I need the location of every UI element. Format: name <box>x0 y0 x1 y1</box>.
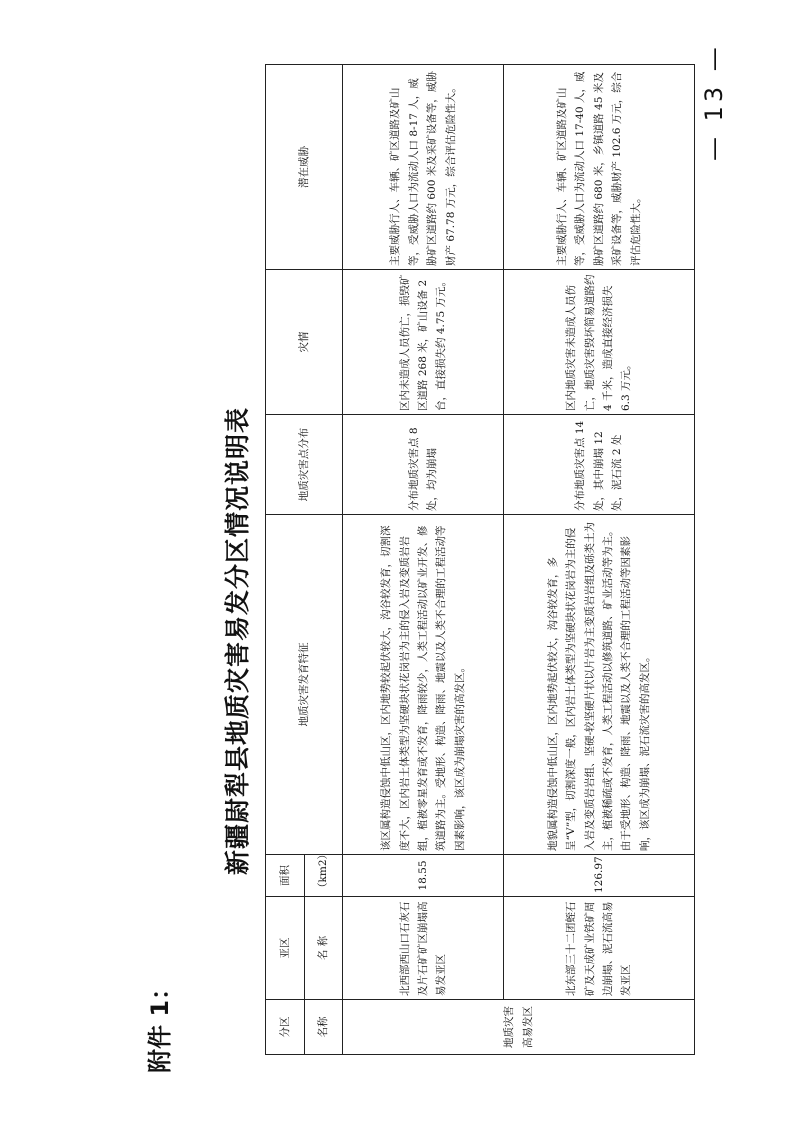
area-cell: 126.97 <box>504 855 695 897</box>
table-row <box>343 65 504 1055</box>
header-zone: 分区 <box>266 1000 305 1055</box>
header-distribution: 地质灾害点分布 <box>266 415 343 515</box>
disaster-cell: 区内未造成人员伤亡，损毁矿区道路 268 米，矿山设备 2 台，直接损失约 4.75 万元。 <box>343 270 504 415</box>
subzone-name-cell: 北东部三十二团蛭石矿及天成矿业铁矿周边崩塌、泥石流高易发亚区 <box>504 897 695 1000</box>
features-cell: 该区属构造侵蚀中低山区，区内地势较起伏较大，沟谷较发育，切割深度不大，区内岩土体类型为坚硬块状花岗岩为主的侵入岩及变质岩岩组，植被零星发育或不发育，降雨较少，人类工程活动以矿业开发、修筑道路为主。受地形、构造、降雨、地震以及人类不合理的工程活动等因素影响，该区成为崩塌灾害的高发区。 <box>343 515 504 855</box>
zoning-table <box>265 64 695 1055</box>
area-cell: 18.55 <box>343 855 504 897</box>
header-threat: 潜在威胁 <box>266 65 343 270</box>
header-subzone-name: 名 称 <box>304 897 343 1000</box>
header-disaster: 灾情 <box>266 270 343 415</box>
header-features: 地质灾害发育特征 <box>266 515 343 855</box>
table-row <box>504 65 695 1055</box>
threat-cell: 主要威胁行人、车辆、矿区道路及矿山等，受威胁人口为流动人口 17-40 人，威胁矿区道路约 680 米，乡镇道路 45 米及采矿设备等，威胁财产 102.6 万元，综合评估危险性大。 <box>504 65 695 270</box>
attachment-label: 附件 1： <box>146 975 174 1073</box>
zone-name-cell: 地质灾害高易发区 <box>343 1000 695 1055</box>
header-area-unit: （km2） <box>304 855 343 897</box>
header-subzone: 亚区 <box>266 897 305 1000</box>
header-zone-name: 名称 <box>304 1000 343 1055</box>
subzone-name-cell: 北西部西山口石灰石及片石矿矿区崩塌高易发亚区 <box>343 897 504 1000</box>
distribution-cell: 分布地质灾害点 8 处，均为崩塌 <box>343 415 504 515</box>
disaster-cell: 区内地质灾害未造成人员伤亡，地质灾害毁坏简易道路约 4 千米，造成直接经济损失 6.3 万元。 <box>504 270 695 415</box>
header-row-1 <box>266 65 305 1055</box>
header-area: 面积 <box>266 855 305 897</box>
document-title: 新疆尉犁县地质灾害易发分区情况说明表 <box>223 407 252 876</box>
distribution-cell: 分布地质灾害点 14 处，其中崩塌 12 处，泥石流 2 处 <box>504 415 695 515</box>
page-number: — 13 — <box>700 43 728 161</box>
threat-cell: 主要威胁行人、车辆、矿区道路及矿山等，受威胁人口为流动人口 8-17 人，威胁矿区道路约 600 米及采矿设备等，威胁财产 67.78 万元，综合评估危险性大。 <box>343 65 504 270</box>
features-cell: 地貌属构造侵蚀中低山区，区内地势起伏较大，沟谷较发育，多呈“V”型，切割深度一般，区内岩土体类型为坚硬块状花岗岩为主的侵入岩及变质岩岩组、坚硬-较坚硬片状以片岩为主变质岩岩组及砾类土为主，植被稀疏或不发育，人类工程活动以修筑道路、矿业活动等为主。由于受地形、构造、降雨、地震以及人类不合理的工程活动等因素影响，该区成为崩塌、泥石流灾害的高发区。 <box>504 515 695 855</box>
